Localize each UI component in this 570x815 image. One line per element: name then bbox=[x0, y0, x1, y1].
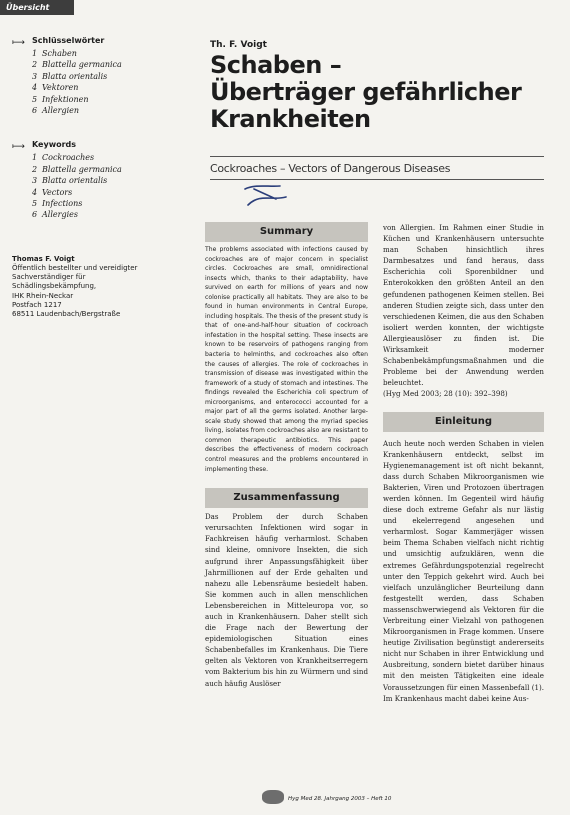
einleitung-text: Auch heute noch werden Schaben in vielen Krankenhäusern entdeckt, selbst im Hygienemanagement ist oft nicht bekannt, dass durch Schaben Mikroorganismen wie Bakterien, Viren und Protozoen übertragen werden können. Im Gegenteil wird häufig diese doch extreme Gefahr als nur lästig und ekelerregend angesehen und verharmlost. Sogar Kammerjäger wissen beim Thema Schaben vielfach nicht richtig und umsichtig aufzuklären, wenn die extremes Gefährdungspotenzial regelrecht unter den Teppich gekehrt wird. Auch bei vielfach unzulänglicher Beurteilung dann festgestellt werden, dass Schaben massenschwerwiegend als Vektoren für die Verbreitung einer Vielzahl von pathogenen Mikroorganismen in Frage kommen. Unsere heutige Zivilisation begünstigt andererseits nicht nur Schaben in ihrer Entwicklung und Ausbreitung, sondern bietet darüber hinaus mit den meisten Tätigkeiten eine ideale Voraussetzungen für einen Massenbefall (1). Im Krankenhaus macht dabei keine Aus- bbox=[383, 438, 544, 703]
abstract-continuation: von Allergien. Im Rahmen einer Studie in Küchen und Krankenhäusern untersuchte man Schaben hinsichtlich ihres Darmbesatzes und fand heraus, dass Escherichia coli Sporenbildner und Enterokokken den größten Anteil an den gefundenen pathogenen Keimen stellen. Bei anderen Studien zeigte sich, dass unter den verschiedenen Keimen, die aus den Schaben isoliert werden konnten, der wichtigste Allergieauslöser zu finden ist. Die Wirksamkeit moderner Schabenbekämpfungsmaßnahmen und die Probleme bei der Anwendung werden beleuchtet. bbox=[383, 223, 544, 388]
contact-line: Öffentlich bestellter und vereidigter bbox=[12, 264, 138, 273]
journal-footer: Hyg Med 28. Jahrgang 2003 – Heft 10 bbox=[288, 796, 392, 802]
article-author: Th. F. Voigt bbox=[210, 40, 267, 50]
title-divider bbox=[210, 156, 544, 157]
keyword-item: 1 Schaben bbox=[32, 49, 77, 58]
keywords-english-list bbox=[32, 152, 190, 220]
column-right bbox=[383, 222, 544, 704]
summary-heading: Summary bbox=[205, 222, 368, 242]
article-subtitle: Cockroaches – Vectors of Dangerous Diseases bbox=[210, 162, 451, 175]
article-title: Schaben – Überträger gefährlicher Krankheiten bbox=[210, 51, 522, 133]
subtitle-divider bbox=[210, 179, 544, 180]
summary-text: The problems associated with infections caused by cockroaches are of major concern in specialist circles. Cockroaches are small, omnidirectional insects which, thanks to their adaptability, have survived on earth for millions of years and now colonise practically all habitats. They are also to be found in human environments in Central Europe, including hospitals. The thesis of the present study is that of one-and-half-hour situation of cockroach infestation in the hospital setting. These insects are known to be reservoirs of pathogens ranging from bacteria to helminths, and cockroaches also often the causes of allergies. The role of cockroaches in transmission of disease was investigated within the framework of a study of stomach and intestines. The findings revealed the Escherichia coli spectrum of microorganisms, and enterococci accounted for a major part of all the germs isolated. Another large-scale study showed that among the myriad species living, isolates from cockroaches also are resistant to common therapeutic antibiotics. This paper describes the effectiveness of modern cockroach control measures and the problems encountered in implementing these. bbox=[205, 246, 368, 473]
sidebar bbox=[12, 36, 190, 319]
contact-name: Thomas F. Voigt bbox=[12, 254, 75, 263]
zusammenfassung-text: Das Problem der durch Schaben verursachten Infektionen wird sogar in Fachkreisen häufig verharmlost. Schaben sind kleine, omnivore Insekten, die sich aufgrund ihrer Anpassungsfähigkeit über Jahrmillionen auf der Erde gehalten und nahezu alle Lebensräume besiedelt haben. Sie kommen auch in allen menschlichen Lebensbereichen in Mitteleuropa vor, so auch in Krankenhäusern. Daher stellt sich die Frage nach der Bewertung der epidemiologischen Situation eines Schabenbefalles im Krankenhaus. Die Tiere gelten als Vektoren von Krankheitserregern vom Bakterium bis hin zu Würmern und sind auch häufig Auslöser bbox=[205, 512, 368, 688]
keyword-item: 3 Blatta orientalis bbox=[32, 71, 108, 81]
keyword-item: 1 Cockroaches bbox=[32, 153, 95, 163]
keyword-item: 6 Allergies bbox=[32, 210, 78, 220]
keyword-item: 4 Vectors bbox=[32, 187, 73, 197]
author-contact bbox=[12, 255, 190, 319]
keywords-german-list bbox=[32, 48, 190, 116]
keyword-item: 5 Infektionen bbox=[32, 94, 89, 104]
section-tag: Übersicht bbox=[0, 0, 74, 15]
einleitung-heading: Einleitung bbox=[383, 412, 544, 432]
keyword-item: 3 Blatta orientalis bbox=[32, 176, 108, 186]
page-number-blot bbox=[262, 790, 284, 804]
keywords-german-heading: Schlüsselwörter bbox=[32, 36, 105, 45]
contact-line: Schädlingsbekämpfung, bbox=[12, 282, 97, 291]
keyword-item: 4 Vektoren bbox=[32, 83, 79, 93]
contact-line: 68511 Laudenbach/Bergstraße bbox=[12, 310, 121, 319]
zusammenfassung-heading: Zusammenfassung bbox=[205, 488, 368, 508]
arrow-right-icon: ⟼ bbox=[12, 38, 25, 48]
keyword-item: 2 Blattella germanica bbox=[32, 164, 122, 174]
contact-line: Sachverständiger für bbox=[12, 273, 86, 282]
keywords-english-heading: Keywords bbox=[32, 140, 77, 150]
keywords-german-block bbox=[12, 36, 190, 116]
contact-line: IHK Rhein-Neckar bbox=[12, 291, 74, 300]
keyword-item: 2 Blattella germanica bbox=[32, 60, 122, 70]
handwritten-mark bbox=[242, 183, 290, 209]
arrow-right-icon: ⟼ bbox=[12, 142, 25, 153]
citation: (Hyg Med 2003; 28 (10): 392–398) bbox=[383, 389, 508, 399]
keyword-item: 5 Infections bbox=[32, 199, 83, 209]
column-middle bbox=[205, 222, 368, 689]
keyword-item: 6 Allergien bbox=[32, 106, 80, 116]
keywords-english-block bbox=[12, 140, 190, 220]
contact-line: Postfach 1217 bbox=[12, 300, 62, 309]
